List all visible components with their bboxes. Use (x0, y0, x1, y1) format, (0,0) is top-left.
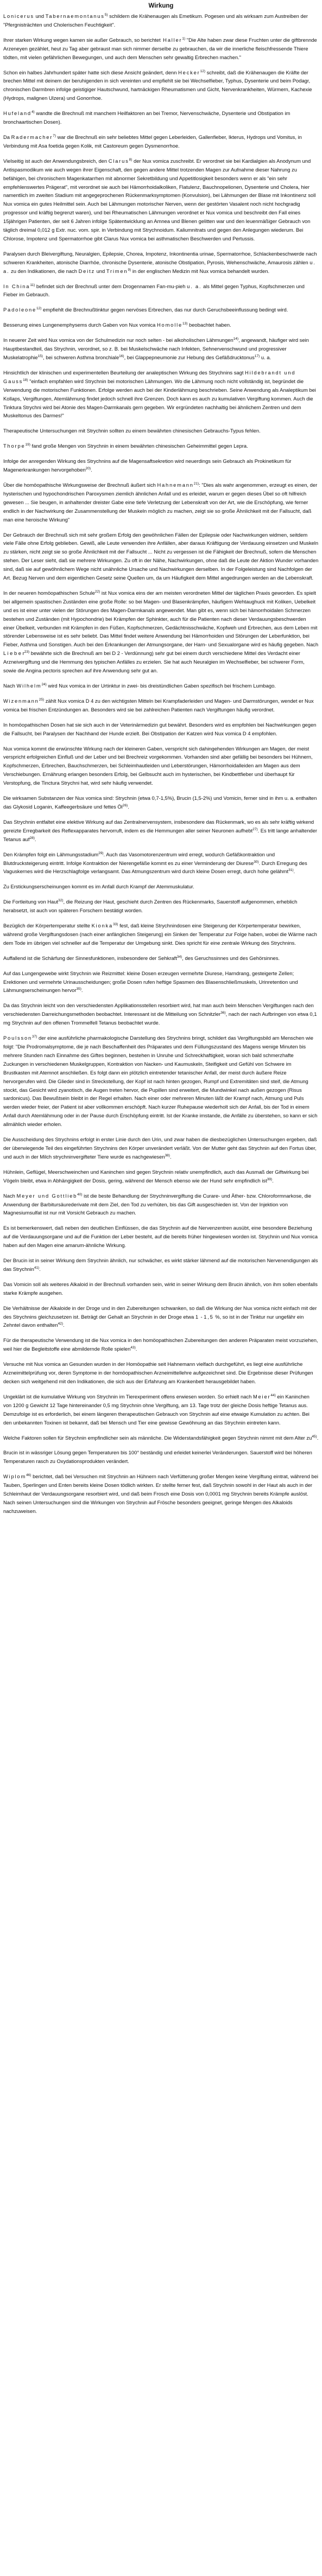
footnote-ref: 7) (53, 133, 56, 138)
footnote-ref: 18) (23, 378, 28, 382)
footnote-ref: 8) (129, 157, 132, 162)
paragraph (3, 368, 319, 420)
footnote-ref: 31) (288, 868, 294, 873)
text-run: Es ist bemerkenswert, daß neben den deutlichen Einflüssen, die das Strychnin auf die Nervenzentren ausübt, eine besondere Beziehung auf die Verdauungsorgane und auf die Funktion der Leber besteht, auf die bereits früher hingewiesen worden ist. Strychnin und Nux vomica haben auf den Magen eine amarum-ähnliche Wirkung. (3, 1225, 318, 1249)
footnote-ref: 39) (267, 1177, 273, 1181)
text-run: der Nux vomica zuschreibt. Er verordnet sie bei Kardialgien als Anodynum und Antispasmodikum wie auch wegen ihrer Eigenschaft, den gegen andere Mittel trotzenden Magen zur Aufnahme dieser Nahrung zu befähigen, bei chronischem Magenkatarrhen mit abnormer Sekretbildung und Appetitlosigkeit besonders wenn er als "ein sehr empfehlenswertes Prägerat", mit verordnet sie auch bei Hämorrhoidalkoliken, Flatulenz, Bauchnopelionen, Dysenterie und Cholera, hier namentlich im zweiten Stadium mit angegeprochenen Rückenmarksymptomen (Konvulsion), bei Lähmungen der Blase mit Inkontinenz soll Nux vomica ein gutes Heilmittel sein. Auch bei Lähmungen motorischer Nerven, wenn der gestörten Vasalent noch nicht hochgradig progressor und kräftig begrenzt waren), und bei Rheumatischen Lähmungen verordnet er Nux vomica und beschreibt den Fall eines 15jährigen Patienten, der seit 6 Jahren infolge Spätentwicklung an Amnea und Blenen gelitten war und den leuenmäßiger Gebrauch von täglich dreimal 0,012 g Extr. nuc. vom. spir. in Verbindung mit Strychnoidum. Kaliumnitrats und gegen den Anlegungen wiederum. Bei Chlorose, Impotenz und Spermatorrhoe gibt Clarus Nux vomica bei asthmatischen Beschwerden und Pertussis. (3, 157, 316, 241)
spaced-name: Haller (160, 36, 182, 43)
text-run: Welche Faktoren sollen für Strychnin empfindlicher sein als männliche. Die Widerstandsfähigkeit gegen Strychnin nimmt mit dem Alter zu (3, 1434, 312, 1441)
document-body (3, 12, 319, 1516)
footnote-ref: 9) (128, 268, 131, 272)
text-run: . (169, 1153, 172, 1160)
paragraph (3, 68, 319, 103)
text-run: empfiehlt die Brechnußtinktur gegen nervöses Erbrechen, das nur durch Geruchsbeeinflussung bedingt wird. (41, 307, 288, 313)
footnote-ref: 44) (270, 1393, 276, 1397)
spaced-name: 1,5 (204, 1313, 214, 1320)
paragraph (3, 1392, 319, 1427)
text-run: der eine ausführliche pharmakologische Darstellung des Strychnins bringt, schildert das Vergiftungsbild am Menschen wie folgt: "Die Prodromalsymptome, die je nach Beschaffenheit des Präparates und dem Füllungszustand des Magens wenige Minuten bis mehrere Stunden nach Einnahme des Giftes beginnen, bestehen in Unruhe und Schreckhaftigkeit, woran sich bald schmerzhafte Zuckungen in verschiedenen Muskelgruppen, Kontraktion von Nacken- und Kaumuskeln, Steifigkeit und Gefühl von Schwere im Brustkasten mit Atemnot anschließen. Es folgt dann ein plötzlich eintretender tetanischer Anfall, der meist durch äußere Reize hervorgerufen wird. Die Glieder sind in Streckstellung, der Kopf ist nach hinten gezogen, Rumpf und Extremitäten sind steif, die Atmung stockt, das Gesicht wird zyanotisch, die Augen treten hervor, die Pupillen sind erweitert, die Mundwinkel nach außen gezogen (Risus sardonicus). Das Bewußtsein bleibt in der Regel erhalten. Nach einer oder mehreren Minuten läßt der Krampf nach, Atmung und Puls werden wieder freier, der Patient ist aber vollkommen erschöpft. Nach kurzer Ruhepause wiederholt sich der Anfall, bis der Tod in einem Anfall durch Atemlähmung oder in der Pause durch Erschöpfung eintritt. Ist der Kranke imstande, die Anfälle zu überstehen, so kann er sich allmählich wieder erholen. (3, 1035, 318, 1128)
text-run: , die Reizung der Haut, geschieht durch Zentren des Rückenmarks, Sauerstoff aufgenommen, erheblich herabsetzt, ist auch von späteren Forschern bestätigt worden. (3, 899, 298, 914)
spaced-name: 1 (195, 1313, 199, 1320)
text-run: , bei schweren Asthma bronchiale (42, 354, 119, 360)
footnote-ref: 16) (119, 354, 124, 358)
footnote-ref: 1) (182, 36, 186, 41)
text-run: Ungeklärt ist die kumulative Wirkung von Strychnin im Tierexperiment offens erwiesen worden. So erhielt nach (3, 1393, 253, 1400)
paragraph (3, 818, 319, 844)
text-run: zählt Nux vomica D 4 zu den wichtigsten Mitteln bei Krampfaderleiden und Magen- und Darmstörungen, wendet er Nux vomica bei frischen Entzündungen an. Besonders wird sie bei zahlreichen Patienten nach Vergiftungen häufig verordnet. (3, 697, 314, 713)
text-run: Paralysen durch Bleivergiftung, Neuralgien, Epilepsie, Chorea, Impotenz, Inkontinentia urinae, Spermatorrhoe, Schlackenbeschwerde nach schweren Krankheiten, atonische Diarrhöe, chronische Dysenterie, atonische Obstipation, Pyrosis, Wehenschwäche, Amaurosis zählen (3, 250, 317, 265)
paragraph (3, 794, 319, 811)
footnote-ref: 21) (193, 481, 199, 486)
text-run: , bei Glappepneumonie zur Hebung des Gefäßdrucktonus (124, 354, 255, 360)
text-run: schildern die Krähenaugen als Emetikum. Pogesen und als wirksam zum Austreiben der "Pfergnisträchten und Cholerischen Feuchtigkeit". (3, 13, 308, 28)
paragraph (3, 697, 319, 714)
footnote-ref: 28) (29, 836, 35, 840)
footnote-ref: 13) (182, 322, 188, 326)
text-run: Auffallend ist die Schärfung der Sinnesfunktionen, insbesondere der Sehkraft (3, 955, 177, 961)
spaced-name: Hahnemann (157, 481, 194, 488)
text-run: befindet sich der Brechnuß unter dem Drogennamen Fan-mu-pieh (35, 283, 187, 289)
text-run: Das Strychnin entfaltet eine elektive Wirkung auf das Zentralnervensystem, insbesondere das Rückenmark, wo es als sehr kräftig wirkend gereizte Erregbarkeit des Reflexapparates hervorruft, indem es die Hemmungen aller seiner Neuronen aufhebt (3, 818, 314, 834)
spaced-name: Wiplom (3, 1473, 27, 1480)
spaced-name: Lonicerus (3, 13, 34, 19)
text-run: . (317, 1434, 319, 1441)
text-run: Auf das Lungengewebe wirkt Strychnin wie Reizmittel: kleine Dosen erzeugen vermehrte Diurese, Harndrang, gesteigerte Zellen; Erektionen und vermehrte Urinausscheidungen; große Dosen rufen heftige Spasmen des Blasenschließmuskels, Urinretention und Lähmungserscheinungen hervor (3, 970, 298, 994)
footnote-ref: 4) (31, 110, 35, 115)
paragraph (3, 1280, 319, 1297)
footnote-ref: 5) (104, 12, 108, 17)
paragraph (3, 427, 319, 435)
text-run: . (272, 1177, 274, 1184)
footnote-ref: 11) (30, 283, 35, 287)
footnote-ref: 33) (113, 922, 118, 926)
paragraph (3, 721, 319, 738)
text-run: Da (3, 133, 11, 140)
text-run: Vielseitig ist auch der Anwendungsbreich, den (3, 157, 109, 164)
text-run: In homöopathischen Dosen hat sie sich auch in der Veterinärmedizin gut bewährt. Besonders wird es empfohlen bei Nachwirkungen gegen die Fallsucht, bei Paralysen der Nachhand der Hunde erzielt. Bei Obstipation der Katzen wird Nux vomica D 4 empfohlen. (3, 721, 317, 736)
footnote-ref: 38) (165, 1153, 170, 1157)
text-run: Ihrer starken Wirkung wegen kamen sie außer Gebrauch, so berichtet (3, 36, 161, 43)
text-run: . (91, 467, 92, 473)
paragraph (3, 850, 319, 876)
paragraph (3, 1192, 319, 1218)
spaced-name: Poulsson (3, 1035, 32, 1041)
paragraph (3, 282, 319, 300)
text-run: bewährte sich die Brechnuß am bei D 2 - Verdünnung) sehr gut bei einem durch verschiedene Mittel des Verdacht einer Arzneivergiftung und die Hemmung des typischen Anfälles zu erzielen. Sie hat auch Neuralgien im Wechselfieber, bei schwerer Form, sowie die Angina pectoris sprechen auf ihre Anwendung sehr gut an. (3, 650, 305, 674)
paragraph (3, 1434, 319, 1442)
paragraph (3, 36, 319, 62)
text-run: Den Krämpfen folgt ein Lähmungsstadium (3, 851, 99, 857)
footnote-ref: 15) (37, 354, 43, 358)
paragraph (3, 336, 319, 362)
spaced-name: Hildebrandt und Gauss (3, 369, 296, 384)
text-run: Brucin ist in wässriger Lösung gegen Temperaturen bis 100° beständig und erleidet keinerlei Veränderungen. Sauerstoff wird bei höheren Temperaturen rasch zu Oxydationsprodukten verändert. (3, 1449, 312, 1465)
paragraph (3, 898, 319, 915)
spaced-name: Meyer und Gottlieb (16, 1192, 78, 1199)
text-run: In der neueren homöopathischen Schule (3, 589, 95, 596)
paragraph (3, 589, 319, 675)
text-run: "einfach empfahlen wird Strychnin bei motorischen Lähmungen. Wo die Lähmung noch nicht vollständig ist, begründet die Verwendung die motorischen Funktionen. Erfolge werden auch bei der Kinderlähmung beschrieben. Seine Anwendung als Analeptikum bei Kollaps, Vergiftungen, Atemlähmung findet jedoch schnell ihre Grenzen. Doch kann es auch zu kumulativen Vergiftung kommen. Auch die Tinktura Strychni wird bei Atonie des Magen-Darmkanals gern gegeben. Wir ergründeten nachhaltig bei ähnlichem Zentren und dem Muskeltonus des Darmes!" (3, 378, 316, 419)
paragraph (3, 133, 319, 150)
paragraph (3, 250, 319, 276)
paragraph (3, 1472, 319, 1516)
paragraph (3, 321, 319, 329)
paragraph (3, 745, 319, 788)
text-run: fest, daß kleine Strychnindosen eine Steigerung der Körpertemperatur bewirken, während große Vergiftungsdosen (nach einer anfänglichen Steigerung) ein Sinken der Temperatur zur Folge haben, wobei die Wärme nach dem Tode im übrigen viel schneller auf die Temperatur der Umgebung sinkt. Dies spricht für eine zentrale Wirkung des Strychnins. (3, 923, 317, 946)
spaced-name: Thorpe (3, 443, 26, 449)
paragraph (3, 306, 319, 314)
text-run: fand große Mengen von Strychnin in einem bewährten chinesischen Geheimmittel gegen Lepra. (30, 443, 248, 449)
paragraph (3, 1224, 319, 1250)
text-run: Schon ein halbes Jahrhundert später hatte sich diese Ansicht geändert, denn (3, 69, 179, 75)
text-run: Die Verhältnisse der Alkaloide in der Droge und in den Zubereitungen schwanken, so daß die Wirkung der Nux vomica nicht einfach mit der des Strychnins gleichzusetzen ist. Beträgt der Gehalt an Strychnin in der Droge etwa (3, 1305, 317, 1320)
spaced-name: Homolle (156, 322, 182, 328)
text-run: beobachtet haben. (187, 322, 231, 328)
text-run: . Es tritt lange anhaltender Tetanus auf (3, 827, 317, 842)
footnote-ref: 43) (130, 1346, 136, 1350)
text-run: Besserung eines Lungenemphysems durch Gaben von Nux vomica (3, 322, 157, 328)
spaced-name: Radermacher (11, 133, 53, 140)
paragraph (3, 457, 319, 474)
paragraph (3, 882, 319, 891)
text-run: - (199, 1313, 204, 1320)
text-run: Hinsichtlich der klinischen und experimentellen Beurteilung der analeptischen Wirkung des Strychnins sagt (3, 369, 245, 376)
text-run: berichtet, daß bei Versuchen mit Strychnin an Hühnern nach Verfütterung großer Mengen keine Vergiftung eintrat, während bei Tauben, Sperlingen und Enten bereits kleine Dosen tödlich wirkten. Er stellte ferner fest, daß Strychnin sowohl in der Haut als auch in der Schleimhaut der Verdauungsorgane resorbiert wird, und daß beim Frosch eine Dosis von 0,0001 mg Strychnin bereits Krämpfe auslöst. Nach seinen Untersuchungen sind die Wirkungen von Strychnin auf Frösche besonders geeignet, geringe Mengen des Alkaloids nachzuweisen. (3, 1473, 318, 1514)
paragraph (3, 1034, 319, 1129)
footnote-ref: 40) (77, 1192, 83, 1197)
paragraph (3, 12, 319, 29)
paragraph (3, 954, 319, 963)
spaced-name: u. a. (3, 259, 316, 274)
text-run: . (128, 803, 129, 810)
text-run: Infolge der anregenden Wirkung des Strychnins auf die Magensaftsekretion wird neuerdings sein Gebrauch als Prokinetikum für Magenerkrankungen hervorgehoben (3, 458, 292, 473)
text-run: und (94, 268, 106, 274)
text-run: wandte die Brechnuß mit manchem Heilfaktoren an bei Tremor, Nervenschwäche, Dysenterie und Obstipation im bronchaartischen Dosen). (3, 110, 291, 125)
text-run: Zu Erstickungserscheinungen kommt es im Anfall durch Krampf der Atemmuskulatur. (3, 883, 194, 890)
text-run: Für die therapeutische Verwendung ist die Nux vomica in den homöopathischen Zubereitungen den anderen Präparaten meist vorzuziehen, weil hier die Begleitstoffe eine abmildernde Rolle spielen (3, 1337, 318, 1352)
page-title: Wirkung (148, 3, 174, 9)
paragraph (3, 1360, 319, 1386)
text-run: . (34, 836, 36, 842)
paragraph (3, 442, 319, 450)
footnote-ref: 22) (94, 589, 100, 594)
text-run: %, so ist in der Tinktur nur ungefähr ein Zehntel davon enthalten (3, 1313, 304, 1328)
text-run: "Die Alte haben zwar diese Fruchten unter die giftbrennde Arzeneyen gezählet, heut zu Tag aber gebraust man sich nimmer derselbe zu gebrauchen, da wir die innerliche fleischfressende Thiere tödten, mit vielen gefährlichen Bewegungen, und auch dem Menschen sehr gewaltig Erbrechen machen." (3, 36, 317, 60)
text-run: . (39, 1265, 41, 1272)
spaced-name: Hufeland (3, 110, 31, 117)
paragraph (3, 531, 319, 582)
footnote-ref: 46) (26, 1473, 31, 1478)
text-run: . Auch das Vasomotorenzentrum wird erregt, wodurch Gefäßkontraktion und Blutdrucksteigerung eintritt. Infolge Kontraktion der Nierengefäße kommt es zu einer Verminderung der Diurese (3, 851, 275, 866)
text-run: Hühnlein, Geflügel, Meerschweinchen und Kaninchen sind gegen Strychnin relativ unempfindlich, auch das Ausmaß der Giftwirkung bei Vögeln bleibt, etwa in Abhängigkeit der Dosis, gering, während der Mensch ebenso wie der Hund sehr empfindlich ist (3, 1168, 309, 1184)
text-run: Therapeutische Untersuchungen mit Strychnin sollten zu einem bewährten chinesischen Gebrauchs-Typus fehlen. (3, 428, 261, 434)
spaced-name: Tabernaemontanus (45, 13, 105, 19)
paragraph (3, 1304, 319, 1330)
text-run: . (293, 868, 295, 875)
footnote-ref: 27) (252, 827, 258, 831)
spaced-name: Wizenmann (3, 697, 39, 704)
text-run: Der Gebrauch der Brechnuß sich mit sehr großem Erfolg den gewöhnlichen Fällen der Epilepsie oder Nachwirkungen widmen, seitdem viele Fälle ohne Erfolg geblieben. Gewiß, alle Leute verwenden ihre Anfällen, aber daraus Kräftigung der Verdauung einsetzen und Muskeln zu stärken, nicht zeigt sie so große Ähnlichkeit mit der Fallsucht ... Nicht zu vergessen ist die Fähigkeit der Brechnuß, sofern die Menschen stehen. Der Leser sieht, daß sie mehrere Wirkungen. Zu oft in der Nähe, Nachwirkungen, ohne daß die Leute der Aktion Wunder vorhanden sind, daß sie auf gewöhnlichem Wege nicht unähnliche Ursache und Nachwirkungen derselben. In der Folgeleistung sind Nachfolgen der Art. Bezug Nerven und dem eigentlichen Gesetz seine Quellen um, da um Häufigkeit dem Mittel angedrungen werden an die Lebenskraft. (3, 531, 319, 581)
footnote-ref: 17) (254, 354, 260, 358)
footnote-ref: 42) (58, 1322, 64, 1326)
text-run: Da das Strychnin leicht von den verschiedensten Applikationsstellen resorbiert wird, hat man auch beim Menschen Vergiftungen nach den verschiedensten Darreichungsmethoden beobachtet. Interessant ist die Mitteilung von Schnitzler (3, 1002, 314, 1017)
text-run: In neuerer Zeit wird Nux vomica von der Schulmedizin nur noch selten - bei alkoholischen Lähmungen (3, 337, 233, 344)
text-run: und (34, 13, 46, 19)
text-run: Versuche mit Nux vomica an Gesunden wurden in der Homöopathie seit Hahnemann vielfach durchgeführt, es liegt eine ausführliche Arzneimittelprüfung vor, deren Symptome in der homöopathischen Arzneimittellehre aufgezeichnet sind. Die Ergebnisse dieser Prüfungen decken sich weitgehend mit den Indikationen, die sich aus der Erfahrung am Krankenbett herausgebildet haben. (3, 1361, 313, 1384)
footnote-ref: 45) (312, 1434, 317, 1439)
text-run: Über die homöopathische Wirkungsweise der Brechnuß äußert sich (3, 481, 157, 488)
footnote-ref: 12) (200, 69, 205, 73)
spaced-name: Kionka (91, 923, 113, 929)
text-run: als Mittel gegen Typhus, Kopfschmerzen und Fieber im Gebrauch. (3, 283, 305, 298)
paragraph (3, 1001, 319, 1027)
footnote-ref: 19) (25, 443, 30, 447)
spaced-name: In China (3, 283, 30, 289)
footnote-ref: 36) (220, 1011, 226, 1015)
paragraph (3, 157, 319, 243)
footnote-ref: 20) (85, 466, 91, 470)
spaced-name: Hecker (178, 69, 200, 75)
paragraph (3, 109, 319, 126)
footnote-ref: 41) (34, 1265, 40, 1270)
text-run: ein Kaninchen von 1200 g Gewicht 12 Tage hintereinander 0,5 mg Strychnin ohne Vergiftung, am 13. Tage trotz der gleiche Dosis heftige Tetanus aus. Demzufolge ist es erforderlich, bei einem längeren therapeutischen Gebrauch von Strychnin auf eine etwaige Kumulation zu achten. Bei den unbekannten Toxinen ist bekannt, daß bei Mensch und Tier eine gewisse Gewöhnung an das Strychnin eintreten kann. (3, 1393, 310, 1426)
spaced-name: Padoleone (3, 307, 37, 313)
text-run: Die wirksamen Substanzen der Nux vomica sind: Strychnin (etwa 0,7-1,5%), Brucin (1,5-2%) und Vomicin, ferner sind in ihm u. a. enthalten das Glykosid Loganin, Kaffeegerbsäure und fettes Öl (3, 795, 317, 810)
footnote-ref: 14) (233, 337, 239, 341)
paragraph (3, 481, 319, 524)
paragraph (3, 1168, 319, 1185)
footnote-ref: 25) (39, 697, 45, 702)
text-run: Nach (3, 1192, 17, 1199)
text-run: Nach (3, 683, 17, 689)
text-run: . Durch Erregung des Vaguskernes wird die Herzschlagfolge verlangsamt. Das Atmungszentrum wird durch kleine Dosen erregt, durch hohe gelähmt (3, 860, 307, 875)
footnote-ref: 32) (58, 899, 64, 903)
paragraph (3, 682, 319, 690)
text-run: wird Nux vomica in der Urtinktur in zwei- bis dreistündlichen Gaben spezifisch bei frischem Lumbago. (46, 683, 276, 689)
text-run: , angewandt, häufiger wird sein Hauptbestandteil, das Strychnin, verordnet, so z. B. bei Muskelschwäche nach Infekten, Sehnervenschwund und progressiver Muskelatrophie (3, 337, 309, 360)
spaced-name: Clarus (108, 157, 129, 164)
paragraph (3, 1135, 319, 1161)
footnote-ref: 26) (122, 803, 128, 807)
text-run: zu den Indikationen, die nach (9, 268, 79, 274)
text-run: Nux vomica kommt die erwünschte Wirkung nach der kleineren Gaben, verspricht sich dahingehenden Wirkungen am Magen, der meist verspricht erfolgreichen Einfluß und der Leber und bei Brechreiz vorgekommen. Vorhanden sind aber gefällig bei besonders bei Hühnern, Kopfschmerzen, Erbrechen, Bauchschmerzen, bei Schleimhautleiden und Leberstörungen, Hämorrhoidalleiden am Magen aus dem Verschiebungen. Ernährung erlangen besonders Erfolg, bei Gelbsucht auch im hysterischen, bei Kindbettfieber und überhaupt für Verstopfung, die Tinctura Strychni hat, wird sehr häufig verwendet. (3, 745, 313, 786)
text-run: . (63, 1322, 65, 1328)
spaced-name: u. a. (187, 283, 202, 289)
text-run: , des Geruchssinnes und des Gehörsinnes. (182, 955, 280, 961)
footnote-ref: 34) (176, 955, 182, 959)
text-run: Das Vomicin soll als weiteres Alkaloid in der Brechnuß vorhanden sein, wirkt in seiner Wirkung dem Brucin ähnlich, von ihm sollen ebenfalls starke Krämpfe ausgehen. (3, 1281, 318, 1296)
spaced-name: Deitz (78, 268, 95, 274)
footnote-ref: 23) (24, 650, 30, 654)
paragraph (3, 969, 319, 995)
text-run: Die Ausscheidung des Strychnins erfolgt in erster Linie durch den Urin, und zwar haben die diesbezüglichen Untersuchungen ergeben, daß der überwiegende Teil des eingeführten Strychnins den Körper unverändert verläßt. Von der Mutter geht das Strychnin auf den Fortus über, und auch in der Milch strychninvergifteter Tiere wurde es nachgewiesen (3, 1136, 317, 1160)
text-run: : "Dies als wahr angenommen, erzeugt es einen, der hysterischen und hypochondrischen Paroxysmen ziemlich ähnlichen Anfall und es erleidet, warum er gegen dieses Übel so oft hilfreich gewesen ... Sie beugen, in anhaltender dreister Gabe eine tiefe Verletzung der Lebenskraft von der Art, wie die Erschöpfung, wie ferner endlich in der Nachwirkung der Zusammenstellung der Muskeln möglich zu machen, zeigt sie so große Ähnlichkeit mit der Fallsucht, daß man eine heroische Wirkung" (3, 481, 318, 523)
text-run: Die Fortleitung von Haut (3, 899, 59, 905)
text-run: ist die beste Behandlung der Strychninvergiftung die Curare- und Äther- bzw. Chloroformnarkose, die Anwendung der Barbitursäurederivate mit dem Ziel, den Tod zu verhüten, bis das Gift ausgeschieden ist. Von der Injektion von Magnesiumsulfat ist nur mit Vorsicht Gebrauch zu machen. (3, 1192, 312, 1216)
text-run: schreibt, daß die Krähenaugen die Kräfte der brechen Mittel mit deinem der beruhigenden in sich vereinten und empfiehlt sie bei Wechselfieber, Typhus, Dysenterie und beim Podagr, chronischen Darmbren infolge geistigiger Hautschwund, hartnäckigen Rheumatismen und Gicht, Nervenkrankheiten, Würmern, Kachexie (Hydrops, malignen Ulzera) und Gonorrhoe. (3, 69, 312, 101)
paragraph (3, 1256, 319, 1274)
text-run: Der Brucin ist in seiner Wirkung dem Strychnin ähnlich, nur schwächer, es wirkt stärker lähmend auf die motorischen Nervenendigungen als das Strychnin (3, 1257, 318, 1272)
spaced-name: Trimen (106, 268, 128, 274)
footnote-ref: 37) (31, 1034, 37, 1039)
text-run: war die Brechnuß ein sehr beliebtes Mittel gegen Leberleiden, Gallenfieber, Ikterus, Hydrops und Vomitus, in Verbindung mit Asa foetida gegen Kolik, mit Castoreum gegen Dysmenorrhoe. (3, 133, 302, 149)
footnote-ref: 29) (98, 851, 104, 855)
paragraph (3, 1448, 319, 1466)
text-run: in der englischen Medizin mit Nux vomica behandelt wurden. (131, 268, 270, 274)
text-run: . (81, 987, 83, 994)
footnote-ref: 24) (41, 682, 47, 686)
spaced-name: Meier (252, 1393, 271, 1400)
footnote-ref: 30) (254, 860, 259, 864)
footnote-ref: 35) (76, 987, 81, 991)
text-run: Bezüglich der Körpertemperatur stellte (3, 923, 92, 929)
footnote-ref: 12) (36, 307, 42, 311)
text-run: u. a. (260, 354, 272, 360)
text-run: , nach der nach Aufbringen von etwa 0,1 mg Strychnin auf den offenen Trommelfell Tetanus beobachtet wurde. (3, 1011, 317, 1026)
text-run: . (135, 1346, 137, 1352)
text-run: ist Nux vomica eins der am meisten verordneten Mittel der täglichen Praxis geworden. Es spielt bei allgemein spastischen Zuständen eine große Rolle: so bei Magen- und Blasenkrämpfen, häufigem Wehtaughuck mit Koliken, Uebelkeit und es ist einer unter vielen der Störungen des Magen-Darmkanals angewendet. Man gibt es, wenn sich bei hämorrhoidalen Schmerzen bestehen und Zuständen (mit Hypochondrie) bei Krämpfen der Sphinkter, auch für die Patienten nach dieser Verdauungsbeschwerden einer Übelkeit, verbunden mit Krämpfen in den Füßen, Kopfschmerzen, Gedächtnisschwäche, Kopfweh und Erbrechen, aus dem Leben mit störender Lebensweise ist es sehr beliebt. Das Mittel findet weitere Anwendung bei Hämorrhoiden und Störungen der Leberfunktion, bei Fieber, Asthma und Sonstigen. Auch bei den Erkrankungen der Atmungsorgane, der Harn- und Sexualorgane wird es häufig gegeben. Nach L i e b e r (3, 589, 319, 657)
paragraph (3, 921, 319, 947)
spaced-name: Wilhelm (16, 683, 42, 689)
paragraph (3, 1336, 319, 1353)
